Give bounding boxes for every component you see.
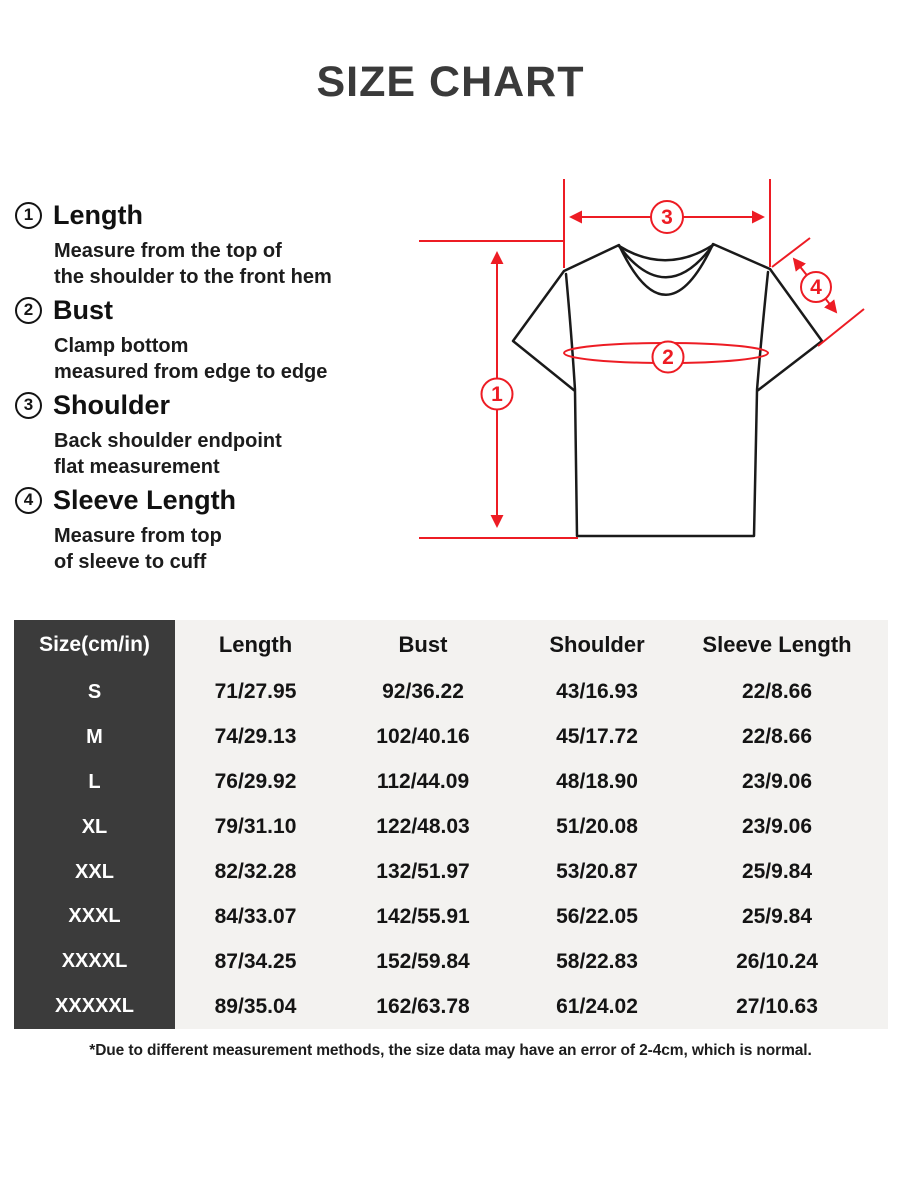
circled-number-icon: 3 <box>15 392 42 419</box>
bust-value: 152/59.84 <box>376 949 470 973</box>
circled-number-icon: 1 <box>15 202 42 229</box>
sleeve-length-value: 23/9.06 <box>741 770 813 794</box>
size-label: S <box>14 670 175 715</box>
table-row <box>14 850 888 895</box>
column-header-bust: Bust <box>398 632 448 657</box>
instruction-description <box>54 523 415 575</box>
description-line: measured from edge to edge <box>54 361 328 383</box>
column-header-sleeve-length: Sleeve Length <box>702 632 852 657</box>
instruction-heading <box>15 200 415 230</box>
shoulder-value: 51/20.08 <box>556 815 638 839</box>
instruction-length <box>15 200 415 290</box>
size-label: XXXXXL <box>14 984 175 1029</box>
table-row <box>14 939 888 984</box>
bust-value: 102/40.16 <box>376 725 470 749</box>
sleeve-length-value: 25/9.84 <box>741 904 813 928</box>
column-header-length: Length <box>218 632 293 657</box>
instruction-bust <box>15 295 415 385</box>
badge-length: 1 <box>491 383 503 406</box>
instruction-heading <box>15 390 415 420</box>
instruction-description <box>54 428 415 480</box>
instruction-label: Shoulder <box>53 389 171 420</box>
sleeve-length-value: 25/9.84 <box>741 860 813 883</box>
description-line: Back shoulder endpoint <box>54 430 282 452</box>
length-value: 84/33.07 <box>214 904 297 928</box>
instruction-heading <box>15 295 415 325</box>
sleeve-length-value: 22/8.66 <box>741 680 813 704</box>
table-header-row <box>14 620 888 670</box>
size-label: XXXXL <box>14 939 175 984</box>
length-value: 82/32.28 <box>214 860 297 883</box>
sleeve-length-value: 22/8.66 <box>741 725 813 749</box>
description-line: flat measurement <box>54 456 220 478</box>
table-row <box>14 715 888 760</box>
bust-value: 132/51.97 <box>376 860 470 883</box>
tshirt-outline-icon <box>513 244 822 536</box>
instruction-description <box>54 238 415 290</box>
instruction-sleeve-length <box>15 485 415 575</box>
page-title: SIZE CHART <box>316 58 585 106</box>
table-row <box>14 894 888 939</box>
instruction-heading <box>15 485 415 515</box>
length-value: 79/31.10 <box>214 815 297 839</box>
size-label: M <box>14 715 175 760</box>
column-header-size: Size(cm/in) <box>14 620 175 670</box>
bust-value: 112/44.09 <box>376 770 470 794</box>
instruction-label: Length <box>53 199 143 230</box>
instruction-shoulder <box>15 390 415 480</box>
sleeve-length-value: 23/9.06 <box>741 815 813 839</box>
length-value: 89/35.04 <box>214 994 297 1018</box>
sleeve-length-value: 26/10.24 <box>736 949 818 973</box>
length-value: 74/29.13 <box>214 725 297 749</box>
footnote: *Due to different measurement methods, the size data may have an error of 2-4cm, which is normal. <box>89 1042 812 1059</box>
badge-sleeve-length: 4 <box>810 276 822 299</box>
shoulder-value: 53/20.87 <box>556 860 638 883</box>
shoulder-value: 61/24.02 <box>556 994 638 1018</box>
size-label: XL <box>14 805 175 850</box>
circled-number-icon: 4 <box>15 487 42 514</box>
bust-value: 122/48.03 <box>376 815 470 839</box>
tshirt-measurement-diagram <box>405 170 901 595</box>
circled-number-icon: 2 <box>15 297 42 324</box>
table-row <box>14 670 888 715</box>
badge-shoulder: 3 <box>661 206 673 229</box>
size-label: XXL <box>14 850 175 895</box>
sleeve-length-value: 27/10.63 <box>736 994 818 1018</box>
table-row <box>14 984 888 1029</box>
table-row <box>14 805 888 850</box>
description-line: of sleeve to cuff <box>54 551 207 573</box>
bust-value: 142/55.91 <box>376 904 470 928</box>
size-label: L <box>14 760 175 805</box>
bust-value: 92/36.22 <box>382 680 464 704</box>
length-value: 71/27.95 <box>214 680 297 704</box>
measurement-instructions <box>15 200 415 580</box>
length-value: 87/34.25 <box>214 949 297 973</box>
shoulder-value: 48/18.90 <box>556 770 638 794</box>
size-label: XXXL <box>14 894 175 939</box>
instruction-label: Bust <box>53 294 113 325</box>
size-table <box>14 620 888 1029</box>
badge-bust: 2 <box>662 346 674 369</box>
description-line: Clamp bottom <box>54 335 189 357</box>
instruction-description <box>54 333 415 385</box>
length-value: 76/29.92 <box>214 770 297 794</box>
shoulder-value: 43/16.93 <box>556 680 638 704</box>
instruction-label: Sleeve Length <box>53 484 237 515</box>
description-line: Measure from the top of <box>54 240 282 262</box>
column-header-shoulder: Shoulder <box>549 632 645 657</box>
shoulder-value: 58/22.83 <box>556 949 638 973</box>
shoulder-value: 56/22.05 <box>556 904 638 928</box>
table-row <box>14 760 888 805</box>
shoulder-value: 45/17.72 <box>556 725 638 749</box>
description-line: the shoulder to the front hem <box>54 266 332 288</box>
description-line: Measure from top <box>54 525 222 547</box>
bust-value: 162/63.78 <box>376 994 470 1018</box>
